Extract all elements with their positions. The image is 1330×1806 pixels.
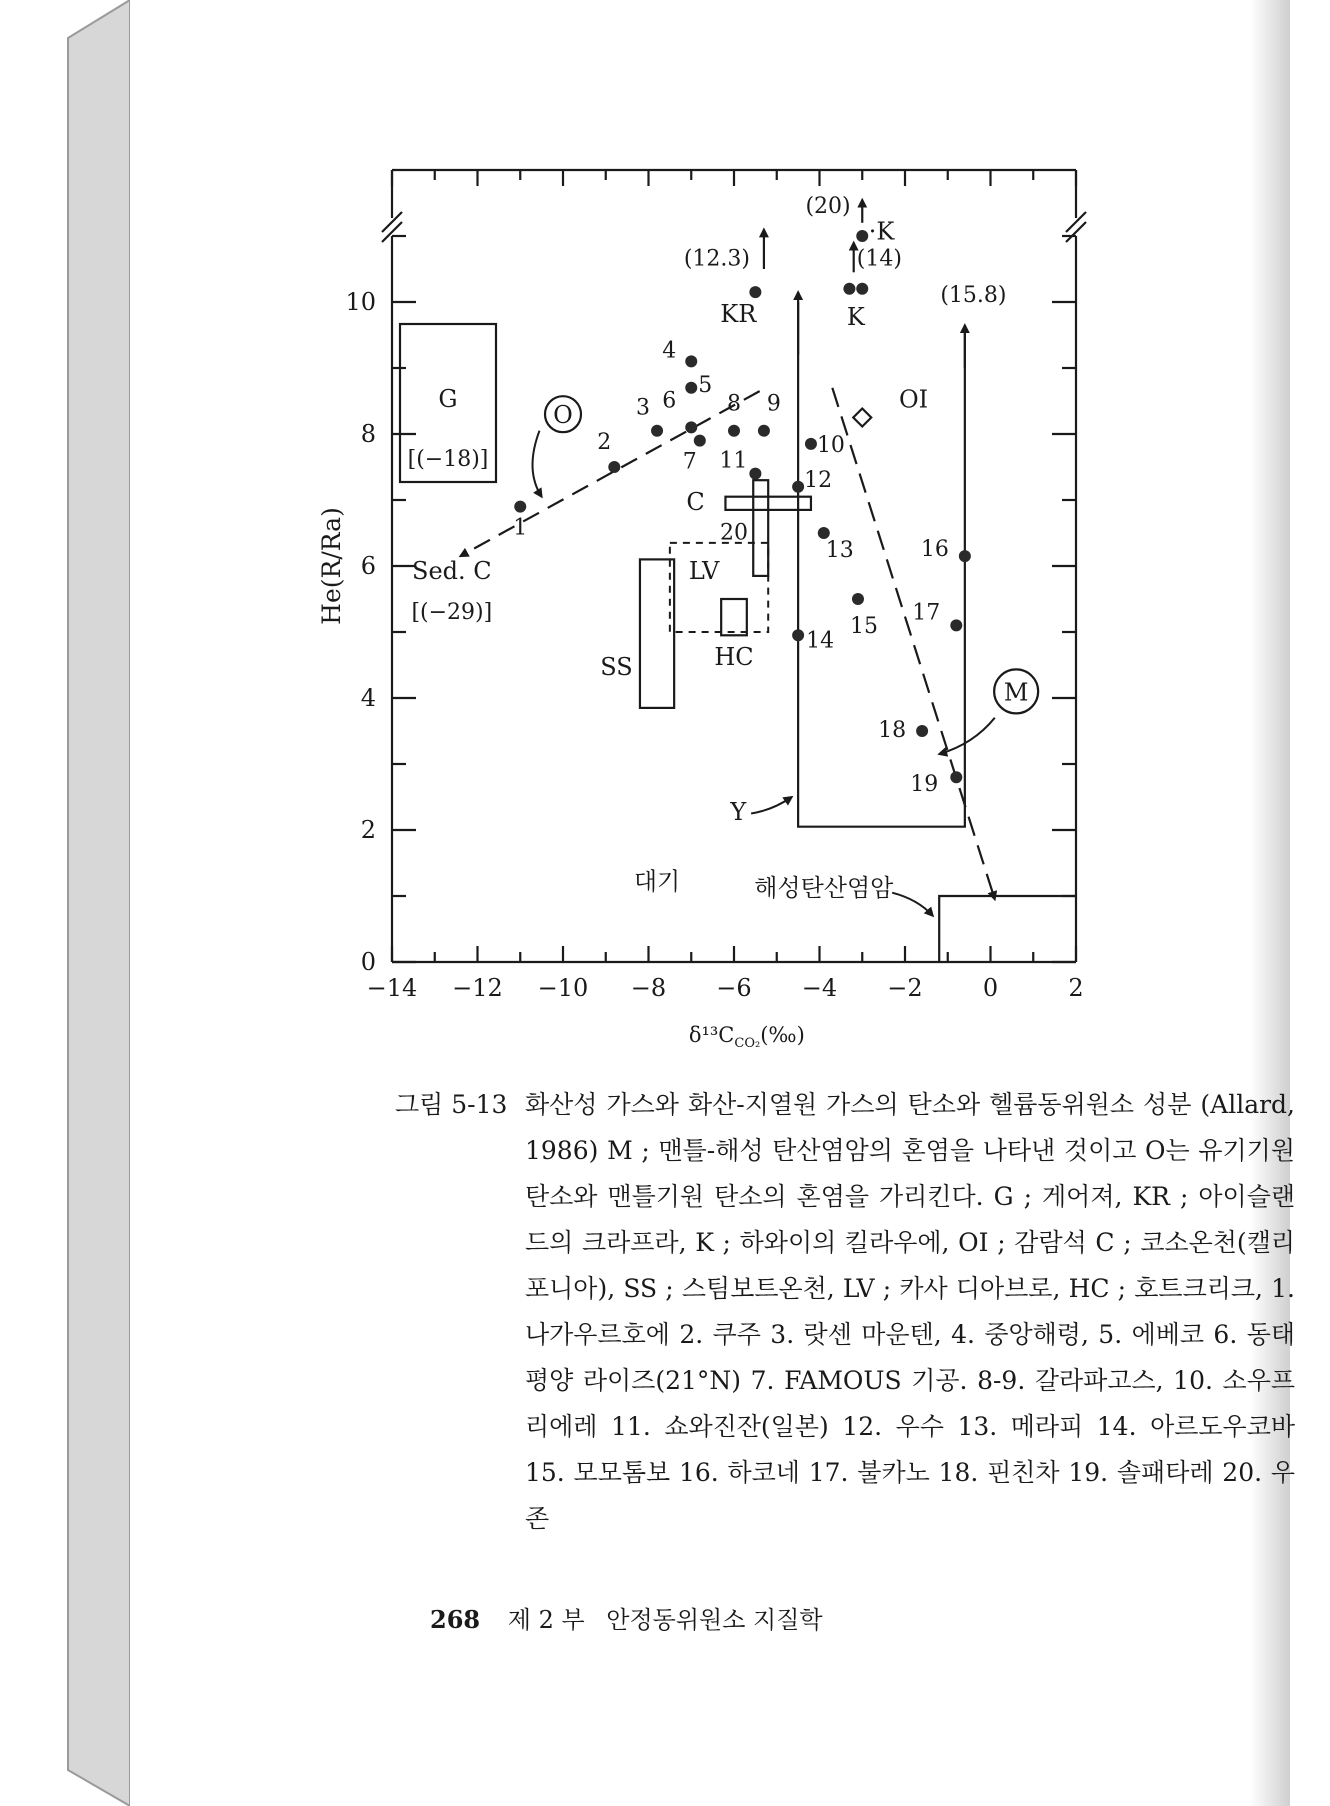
data-point-3 bbox=[651, 425, 663, 437]
sed-c-label: Sed. C bbox=[412, 557, 492, 586]
c-label: C bbox=[686, 487, 705, 516]
x-tick-label: −2 bbox=[887, 974, 923, 1002]
arrow-label-k: (14) bbox=[856, 246, 902, 272]
data-point-k bbox=[843, 283, 855, 295]
hc-label: HC bbox=[714, 643, 754, 671]
data-point-k bbox=[856, 230, 868, 242]
data-point-17 bbox=[950, 619, 962, 631]
x-tick-label: −14 bbox=[366, 974, 418, 1002]
point-label-13: 13 bbox=[825, 538, 854, 563]
chapter-title: 안정동위원소 지질학 bbox=[606, 1606, 823, 1634]
o-pointer-arrow bbox=[533, 431, 542, 497]
x-tick-label: −10 bbox=[537, 974, 589, 1002]
x-tick-label: 2 bbox=[1068, 974, 1084, 1002]
sed-c-value-label: [(−29)] bbox=[411, 599, 493, 625]
x-tick-label: −6 bbox=[716, 974, 752, 1002]
caption-text: 화산성 가스와 화산-지열원 가스의 탄소와 헬륨동위원소 성분 (Allard, 1986) M ; 맨틀-해성 탄산염암의 혼염을 나타낸 것이고 O는 유기기원 탄소와 맨틀기원 탄소의 혼염을 가리킨다. G ; 게어져, KR ; 아이슬랜드의 크라프라, K ; 하와이의 킬라우에, OI ; 감람석 C ; 코소온천(캘리포니아), SS ; 스팀보트온천, LV ; 카사 디아브로, HC ; 호트크리크, 1. 나가우르호에 2. 쿠주 3. 랏센 마운텐, 4. 중앙해령, 5. 에베코 6. 동태평양 라이즈(21°N) 7. FAMOUS 기공. 8-9. 갈라파고스, 10. 소우프리에레 11. 쇼와진잔(일본) 12. 우수 13. 메라피 14. 아르도우코바 15. 모모톰보 16. 하코네 17. 불카노 18. 핀친차 19. 솔패타레 20. 우존 bbox=[525, 1090, 1295, 1533]
point-label-7: 7 bbox=[682, 449, 697, 475]
m-mixing-line bbox=[832, 385, 994, 900]
data-point-18 bbox=[916, 725, 928, 737]
data-point-12 bbox=[792, 481, 804, 493]
y-tick-label: 0 bbox=[360, 948, 376, 976]
page-footer bbox=[430, 1600, 823, 1635]
page-number: 268 bbox=[430, 1605, 481, 1634]
point-label-6: 6 bbox=[662, 388, 677, 414]
y-tick-label: 2 bbox=[360, 816, 376, 844]
oi-marker bbox=[853, 409, 871, 427]
figure-caption bbox=[395, 1082, 1295, 1542]
data-point-15 bbox=[852, 593, 864, 605]
point-label-8: 8 bbox=[727, 391, 741, 417]
y-label: Y bbox=[730, 798, 747, 827]
book-page bbox=[130, 0, 1295, 1806]
kr-label: KR bbox=[720, 299, 757, 328]
marine-carbonate-box bbox=[939, 896, 1076, 962]
arrow-label-158: (15.8) bbox=[940, 283, 1007, 308]
point-label-18: 18 bbox=[878, 718, 907, 743]
data-point-2 bbox=[608, 461, 620, 473]
data-point-19 bbox=[950, 771, 962, 783]
point-label-1: 1 bbox=[513, 515, 528, 541]
data-point-4 bbox=[685, 355, 697, 367]
point-label-17: 17 bbox=[912, 600, 941, 626]
data-point-10 bbox=[805, 438, 817, 450]
arrow-label-k2: (20) bbox=[805, 193, 851, 219]
point-label-3: 3 bbox=[636, 395, 651, 421]
x-tick-label: −8 bbox=[630, 974, 667, 1002]
data-point-5 bbox=[685, 382, 697, 394]
point-label-5: 5 bbox=[698, 372, 713, 398]
c-stem bbox=[753, 480, 768, 576]
y-region bbox=[798, 302, 965, 827]
data-point-6 bbox=[685, 421, 697, 433]
y-tick-label: 6 bbox=[360, 552, 376, 580]
data-point-7 bbox=[694, 435, 706, 447]
point-label-12: 12 bbox=[804, 467, 833, 493]
point-label-19: 19 bbox=[910, 772, 939, 798]
x-tick-label: −4 bbox=[801, 974, 838, 1002]
data-point-9 bbox=[758, 425, 770, 437]
y-pointer-arrow bbox=[751, 797, 792, 814]
g-value-label: [(−18)] bbox=[407, 447, 489, 472]
arrow-label-kr: (12.3) bbox=[683, 246, 750, 272]
y-tick-label: 4 bbox=[360, 684, 376, 712]
y-axis-label: He(R/Ra) bbox=[317, 507, 346, 625]
lv-label: LV bbox=[688, 557, 720, 586]
book-spine bbox=[0, 0, 140, 1806]
point-label-4: 4 bbox=[662, 338, 677, 364]
m-label: M bbox=[1003, 678, 1029, 707]
data-point-8 bbox=[728, 425, 740, 437]
o-mixing-line bbox=[460, 391, 759, 556]
k-upper-label: ·K bbox=[868, 217, 895, 246]
part-label: 제 2 부 bbox=[507, 1606, 585, 1634]
x-tick-label: 0 bbox=[982, 974, 999, 1002]
data-point-11 bbox=[749, 468, 761, 480]
x-tick-label: −12 bbox=[452, 974, 503, 1002]
data-point-kr bbox=[749, 286, 761, 298]
point-label-14: 14 bbox=[806, 628, 835, 654]
point-label-2: 2 bbox=[597, 430, 612, 455]
k-label: K bbox=[846, 303, 865, 332]
he-carbon-isotope-chart bbox=[130, 0, 1290, 1060]
hc-box bbox=[721, 599, 747, 635]
point-label-20: 20 bbox=[720, 520, 748, 546]
caption-label: 그림 5-13 bbox=[395, 1090, 508, 1119]
point-label-11: 11 bbox=[719, 448, 748, 474]
ss-label: SS bbox=[600, 652, 633, 681]
o-label: O bbox=[553, 401, 573, 430]
data-point-14 bbox=[792, 629, 804, 641]
x-axis-label: $\delta^{13}C_{CO_2}(‰)$ bbox=[688, 1023, 805, 1051]
atmosphere-label: 대기 bbox=[633, 867, 681, 896]
y-tick-label: 10 bbox=[345, 288, 376, 316]
point-label-16: 16 bbox=[920, 537, 949, 563]
point-label-15: 15 bbox=[849, 614, 878, 639]
data-point-1 bbox=[514, 501, 526, 513]
data-point-k bbox=[856, 283, 868, 295]
oi-label: OI bbox=[898, 385, 929, 414]
marine-pointer-arrow bbox=[892, 893, 933, 916]
g-label: G bbox=[438, 385, 458, 413]
marine-carbonate-label: 해성탄산염암 bbox=[754, 874, 894, 902]
ss-box bbox=[640, 559, 674, 708]
point-label-10: 10 bbox=[816, 432, 845, 458]
data-point-16 bbox=[959, 550, 971, 562]
y-tick-label: 8 bbox=[360, 420, 376, 448]
point-label-9: 9 bbox=[766, 391, 781, 417]
